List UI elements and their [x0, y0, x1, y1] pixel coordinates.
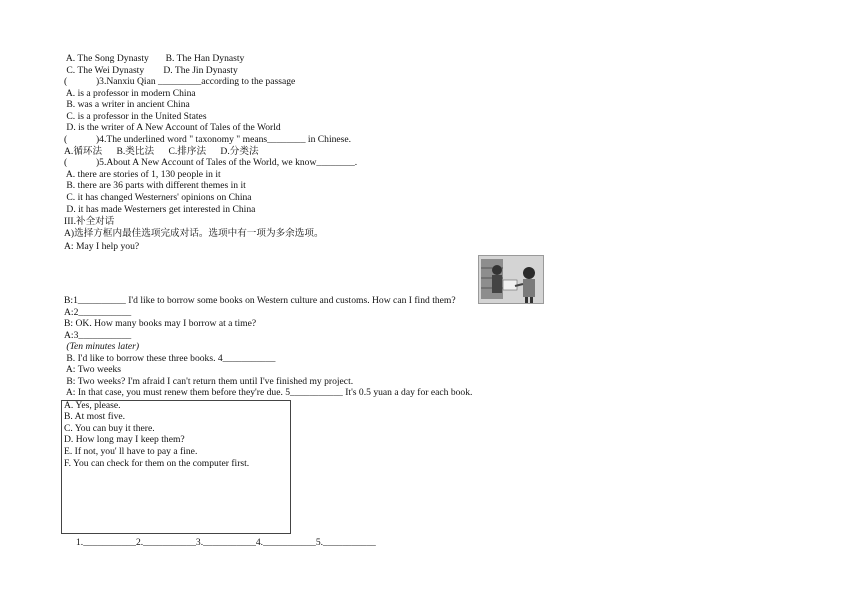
dialogue-line-b3: B. I'd like to borrow these three books. 4___________ [64, 353, 276, 364]
dialogue-line-a2: A:2___________ [64, 307, 132, 318]
question-5: ( )5.About A New Account of Tales of the World, we know________. [64, 157, 358, 168]
section-heading: III.补全对话 [64, 216, 115, 227]
q4-options: A.循环法 B.类比法 C.排序法 D.分类法 [64, 146, 259, 157]
question-4: ( )4.The underlined word " taxonomy " means________ in Chinese. [64, 134, 352, 145]
q5-option-b: B. there are 36 parts with different themes in it [64, 180, 246, 191]
box-option-d: D. How long may I keep them? [64, 434, 185, 445]
dialogue-line-a4: A: Two weeks [64, 364, 121, 375]
dialogue-line-a1: A: May I help you? [64, 241, 140, 252]
section-instruction: A)选择方框内最佳选项完成对话。选项中有一项为多余选项。 [64, 228, 324, 239]
answer-blanks: 1.___________2.___________3.___________4.___________5.___________ [76, 537, 376, 548]
q5-option-d: D. it has made Westerners get interested in China [64, 204, 256, 215]
q3-option-c: C. is a professor in the United States [64, 111, 207, 122]
dialogue-line-b1: B:1__________ I'd like to borrow some books on Western culture and customs. How can I find them? [64, 295, 456, 306]
question-3: ( )3.Nanxiu Qian _________according to the passage [64, 76, 296, 87]
q3-option-d: D. is the writer of A New Account of Tales of the World [64, 122, 281, 133]
q5-option-c: C. it has changed Westerners' opinions on China [64, 192, 252, 203]
q5-option-a: A. there are stories of 1, 130 people in it [64, 169, 221, 180]
library-illustration [478, 255, 544, 304]
box-option-b: B. At most five. [64, 411, 126, 422]
box-option-a: A. Yes, please. [64, 400, 121, 411]
box-option-e: E. If not, you' ll have to pay a fine. [64, 446, 198, 457]
dialogue-line-a3: A:3___________ [64, 330, 132, 341]
box-option-f: F. You can check for them on the computer first. [64, 458, 250, 469]
dialogue-line-b4: B: Two weeks? I'm afraid I can't return them until I've finished my project. [64, 376, 354, 387]
stage-direction: (Ten minutes later) [64, 341, 140, 352]
box-option-c: C. You can buy it there. [64, 423, 155, 434]
option-line-a-b: A. The Song Dynasty B. The Han Dynasty [64, 53, 245, 64]
dialogue-line-b2: B: OK. How many books may I borrow at a time? [64, 318, 257, 329]
option-line-c-d: C. The Wei Dynasty D. The Jin Dynasty [64, 65, 238, 76]
dialogue-line-a5: A: In that case, you must renew them before they're due. 5___________ It's 0.5 yuan a day for each book. [64, 387, 473, 398]
q3-option-a: A. is a professor in modern China [64, 88, 196, 99]
library-scene-drawing [479, 256, 544, 304]
q3-option-b: B. was a writer in ancient China [64, 99, 190, 110]
